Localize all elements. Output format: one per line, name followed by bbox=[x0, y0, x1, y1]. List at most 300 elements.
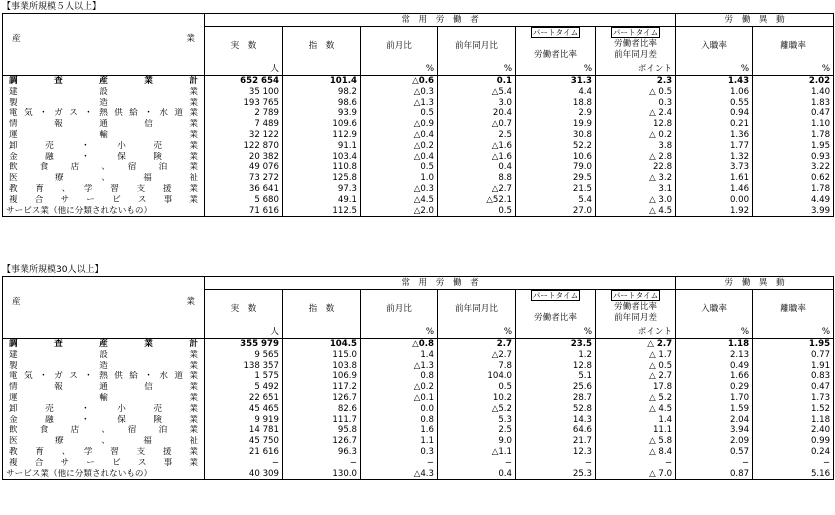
header-pt-ratio bbox=[516, 290, 596, 328]
group-header-row bbox=[3, 14, 834, 27]
header-pt-diff-top: パートタイム bbox=[612, 291, 659, 300]
cell-separation-rate: 1.91 bbox=[753, 361, 834, 372]
cell-separation-rate: 1.95 bbox=[753, 339, 834, 350]
cell-yoy: 10.2 bbox=[438, 393, 516, 404]
cell-hire-rate: 0.49 bbox=[676, 361, 753, 372]
cell-yoy: 2.5 bbox=[438, 130, 516, 141]
cell-mom: 1.4 bbox=[361, 350, 438, 361]
cell-separation-rate: 0.24 bbox=[753, 447, 834, 458]
cell-hire-rate: 1.46 bbox=[676, 184, 753, 195]
row-industry-name: 電気・ガス・熱供給・水道業 bbox=[3, 371, 205, 382]
units-blank bbox=[3, 327, 205, 339]
cell-pt-ratio: 14.3 bbox=[516, 415, 596, 426]
cell-hire-rate: 1.06 bbox=[676, 87, 753, 98]
cell-index: 93.9 bbox=[283, 108, 361, 119]
cell-pt-diff: 11.1 bbox=[596, 425, 676, 436]
cell-pt-diff: △ 0.5 bbox=[596, 87, 676, 98]
cell-mom: △0.8 bbox=[361, 339, 438, 350]
cell-pt-ratio: 12.3 bbox=[516, 447, 596, 458]
unit-yoy: % bbox=[438, 327, 516, 339]
unit-pt-ratio: % bbox=[516, 64, 596, 76]
cell-pt-ratio: 79.0 bbox=[516, 162, 596, 173]
header-pt-diff-top: パートタイム bbox=[612, 28, 659, 37]
cell-count: 5 492 bbox=[205, 382, 283, 393]
cell-pt-diff: △ 3.0 bbox=[596, 195, 676, 206]
cell-separation-rate: 5.16 bbox=[753, 469, 834, 480]
cell-count: 9 565 bbox=[205, 350, 283, 361]
cell-count: 7 489 bbox=[205, 119, 283, 130]
row-industry-name: 医 療 、 福 祉 bbox=[3, 173, 205, 184]
cell-index: 110.8 bbox=[283, 162, 361, 173]
unit-mom: % bbox=[361, 64, 438, 76]
header-labor-turnover: 労 働 異 動 bbox=[676, 277, 834, 290]
header-regular-workers: 常 用 労 働 者 bbox=[205, 14, 676, 27]
cell-index: 98.2 bbox=[283, 87, 361, 98]
cell-hire-rate: 1.66 bbox=[676, 371, 753, 382]
table-row bbox=[3, 469, 834, 480]
cell-hire-rate: 2.04 bbox=[676, 415, 753, 426]
header-separation-rate: 離職率 bbox=[753, 27, 834, 65]
cell-mom: △0.9 bbox=[361, 119, 438, 130]
cell-yoy: 104.0 bbox=[438, 371, 516, 382]
statistics-table bbox=[2, 13, 834, 217]
cell-mom: − bbox=[361, 458, 438, 469]
cell-pt-diff: △ 0.5 bbox=[596, 361, 676, 372]
header-mom: 前月比 bbox=[361, 290, 438, 328]
header-count: 実 数 bbox=[205, 290, 283, 328]
cell-hire-rate: 1.32 bbox=[676, 152, 753, 163]
units-row bbox=[3, 64, 834, 76]
cell-pt-ratio: 5.4 bbox=[516, 195, 596, 206]
table-row bbox=[3, 436, 834, 447]
cell-pt-diff: △ 4.5 bbox=[596, 206, 676, 217]
cell-index: 115.0 bbox=[283, 350, 361, 361]
cell-index: − bbox=[283, 458, 361, 469]
row-industry-name: 卸 売 ・ 小 売 業 bbox=[3, 404, 205, 415]
table-row bbox=[3, 108, 834, 119]
header-pt-diff-bottom: 前年同月差 bbox=[614, 50, 658, 60]
header-pt-diff bbox=[596, 290, 676, 328]
cell-separation-rate: 1.18 bbox=[753, 415, 834, 426]
header-count: 実 数 bbox=[205, 27, 283, 65]
header-yoy: 前年同月比 bbox=[438, 290, 516, 328]
row-industry-name: 卸 売 ・ 小 売 業 bbox=[3, 141, 205, 152]
cell-pt-ratio: 21.7 bbox=[516, 436, 596, 447]
cell-pt-ratio: 29.5 bbox=[516, 173, 596, 184]
cell-separation-rate: 1.95 bbox=[753, 141, 834, 152]
cell-index: 106.9 bbox=[283, 371, 361, 382]
cell-mom: △4.3 bbox=[361, 469, 438, 480]
header-pt-diff bbox=[596, 27, 676, 65]
table-row bbox=[3, 195, 834, 206]
unit-count: 人 bbox=[205, 327, 283, 339]
table-row bbox=[3, 339, 834, 350]
row-industry-name: 金 融 ・ 保 険 業 bbox=[3, 415, 205, 426]
cell-mom: 0.8 bbox=[361, 415, 438, 426]
unit-hire: % bbox=[676, 64, 753, 76]
table-row bbox=[3, 206, 834, 217]
cell-count: 1 575 bbox=[205, 371, 283, 382]
row-industry-name: 教 育 、 学 習 支 援 業 bbox=[3, 447, 205, 458]
table-row bbox=[3, 447, 834, 458]
row-industry-name: サービス業（他に分類されないもの） bbox=[3, 469, 205, 480]
table-row bbox=[3, 152, 834, 163]
cell-mom: 0.5 bbox=[361, 162, 438, 173]
row-industry-name: 教 育 、 学 習 支 援 業 bbox=[3, 184, 205, 195]
cell-count: 5 680 bbox=[205, 195, 283, 206]
cell-count: 9 919 bbox=[205, 415, 283, 426]
cell-hire-rate: − bbox=[676, 458, 753, 469]
cell-pt-diff: 3.1 bbox=[596, 184, 676, 195]
table-row bbox=[3, 361, 834, 372]
cell-index: 109.6 bbox=[283, 119, 361, 130]
cell-separation-rate: 0.47 bbox=[753, 108, 834, 119]
cell-hire-rate: 1.70 bbox=[676, 393, 753, 404]
cell-pt-ratio: 28.7 bbox=[516, 393, 596, 404]
cell-yoy: △1.6 bbox=[438, 141, 516, 152]
cell-index: 103.4 bbox=[283, 152, 361, 163]
header-pt-ratio-bottom: 労働者比率 bbox=[534, 313, 577, 323]
section-title: 【事業所規模５人以上】 bbox=[2, 2, 102, 12]
cell-index: 126.7 bbox=[283, 436, 361, 447]
cell-count: 20 382 bbox=[205, 152, 283, 163]
cell-index: 125.8 bbox=[283, 173, 361, 184]
cell-index: 111.7 bbox=[283, 415, 361, 426]
cell-count: 2 789 bbox=[205, 108, 283, 119]
header-mom: 前月比 bbox=[361, 27, 438, 65]
header-pt-diff-bottom: 前年同月差 bbox=[614, 313, 658, 323]
cell-pt-ratio: 30.8 bbox=[516, 130, 596, 141]
cell-pt-diff: △ 2.7 bbox=[596, 339, 676, 350]
table-row bbox=[3, 393, 834, 404]
cell-pt-diff: △ 2.4 bbox=[596, 108, 676, 119]
cell-pt-ratio: 27.0 bbox=[516, 206, 596, 217]
cell-pt-ratio: 10.6 bbox=[516, 152, 596, 163]
header-industry bbox=[3, 14, 205, 65]
unit-pt-ratio: % bbox=[516, 327, 596, 339]
cell-yoy: − bbox=[438, 458, 516, 469]
cell-pt-ratio: 64.6 bbox=[516, 425, 596, 436]
cell-count: 14 781 bbox=[205, 425, 283, 436]
cell-pt-diff: 0.3 bbox=[596, 98, 676, 109]
cell-hire-rate: 0.29 bbox=[676, 382, 753, 393]
table-row bbox=[3, 98, 834, 109]
cell-hire-rate: 3.94 bbox=[676, 425, 753, 436]
row-industry-name: 運 輸 業 bbox=[3, 393, 205, 404]
table-row bbox=[3, 404, 834, 415]
cell-mom: △0.3 bbox=[361, 87, 438, 98]
cell-mom: 0.8 bbox=[361, 371, 438, 382]
cell-separation-rate: 4.49 bbox=[753, 195, 834, 206]
cell-pt-diff: 3.8 bbox=[596, 141, 676, 152]
unit-pt-diff: ポイント bbox=[596, 64, 676, 76]
cell-count: 21 616 bbox=[205, 447, 283, 458]
cell-count: 45 465 bbox=[205, 404, 283, 415]
row-industry-name: 情 報 通 信 業 bbox=[3, 119, 205, 130]
unit-sep: % bbox=[753, 327, 834, 339]
table-row bbox=[3, 130, 834, 141]
cell-hire-rate: 1.36 bbox=[676, 130, 753, 141]
cell-index: 82.6 bbox=[283, 404, 361, 415]
row-industry-name: サービス業（他に分類されないもの） bbox=[3, 206, 205, 217]
cell-separation-rate: 2.02 bbox=[753, 76, 834, 87]
header-index: 指 数 bbox=[283, 27, 361, 65]
unit-pt-diff: ポイント bbox=[596, 327, 676, 339]
cell-pt-ratio: 31.3 bbox=[516, 76, 596, 87]
header-labor-turnover: 労 働 異 動 bbox=[676, 14, 834, 27]
cell-pt-diff: △ 3.2 bbox=[596, 173, 676, 184]
cell-separation-rate: 0.93 bbox=[753, 152, 834, 163]
cell-mom: 1.1 bbox=[361, 436, 438, 447]
table-row bbox=[3, 173, 834, 184]
cell-separation-rate: 1.40 bbox=[753, 87, 834, 98]
cell-separation-rate: 2.40 bbox=[753, 425, 834, 436]
header-pt-diff-mid: 労働者比率 bbox=[614, 302, 658, 312]
cell-pt-ratio: 52.8 bbox=[516, 404, 596, 415]
cell-pt-ratio: 52.2 bbox=[516, 141, 596, 152]
cell-index: 98.6 bbox=[283, 98, 361, 109]
cell-hire-rate: 1.18 bbox=[676, 339, 753, 350]
cell-count: 32 122 bbox=[205, 130, 283, 141]
cell-count: 45 750 bbox=[205, 436, 283, 447]
cell-separation-rate: 0.47 bbox=[753, 382, 834, 393]
section-title: 【事業所規模30人以上】 bbox=[2, 265, 104, 275]
cell-index: 112.5 bbox=[283, 206, 361, 217]
cell-hire-rate: 0.21 bbox=[676, 119, 753, 130]
cell-yoy: 3.0 bbox=[438, 98, 516, 109]
unit-index-blank bbox=[283, 64, 361, 76]
cell-count: 40 309 bbox=[205, 469, 283, 480]
cell-pt-diff: △ 8.4 bbox=[596, 447, 676, 458]
cell-pt-diff: △ 0.2 bbox=[596, 130, 676, 141]
table-row bbox=[3, 382, 834, 393]
table-row bbox=[3, 350, 834, 361]
table-row bbox=[3, 415, 834, 426]
row-industry-name: 製 造 業 bbox=[3, 98, 205, 109]
header-industry-label: 産 業 bbox=[12, 297, 195, 307]
cell-index: 117.2 bbox=[283, 382, 361, 393]
cell-pt-diff: △ 5.8 bbox=[596, 436, 676, 447]
cell-yoy: △5.2 bbox=[438, 404, 516, 415]
table-row bbox=[3, 76, 834, 87]
cell-yoy: 0.1 bbox=[438, 76, 516, 87]
cell-count: 138 357 bbox=[205, 361, 283, 372]
header-hire-rate: 入職率 bbox=[676, 27, 753, 65]
units-blank bbox=[3, 64, 205, 76]
cell-pt-diff: △ 2.8 bbox=[596, 152, 676, 163]
cell-hire-rate: 0.94 bbox=[676, 108, 753, 119]
cell-yoy: 20.4 bbox=[438, 108, 516, 119]
cell-index: 91.1 bbox=[283, 141, 361, 152]
cell-yoy: 2.7 bbox=[438, 339, 516, 350]
row-industry-name: 電気・ガス・熱供給・水道業 bbox=[3, 108, 205, 119]
row-industry-name: 建 設 業 bbox=[3, 87, 205, 98]
cell-separation-rate: 1.10 bbox=[753, 119, 834, 130]
cell-hire-rate: 1.92 bbox=[676, 206, 753, 217]
cell-separation-rate: 1.73 bbox=[753, 393, 834, 404]
cell-pt-ratio: 25.6 bbox=[516, 382, 596, 393]
cell-yoy: 9.0 bbox=[438, 436, 516, 447]
cell-pt-ratio: 18.8 bbox=[516, 98, 596, 109]
cell-count: 49 076 bbox=[205, 162, 283, 173]
group-header-row bbox=[3, 277, 834, 290]
cell-index: 49.1 bbox=[283, 195, 361, 206]
cell-pt-ratio: 12.8 bbox=[516, 361, 596, 372]
cell-yoy: △0.7 bbox=[438, 119, 516, 130]
cell-yoy: 5.3 bbox=[438, 415, 516, 426]
cell-yoy: △2.7 bbox=[438, 184, 516, 195]
row-industry-name: 情 報 通 信 業 bbox=[3, 382, 205, 393]
table-row bbox=[3, 425, 834, 436]
cell-pt-diff: △ 7.0 bbox=[596, 469, 676, 480]
row-industry-name: 金 融 ・ 保 険 業 bbox=[3, 152, 205, 163]
cell-pt-diff: 2.3 bbox=[596, 76, 676, 87]
cell-yoy: 7.8 bbox=[438, 361, 516, 372]
cell-mom: △2.0 bbox=[361, 206, 438, 217]
header-regular-workers: 常 用 労 働 者 bbox=[205, 277, 676, 290]
cell-yoy: 0.4 bbox=[438, 162, 516, 173]
header-industry bbox=[3, 277, 205, 328]
cell-hire-rate: 0.55 bbox=[676, 98, 753, 109]
row-industry-name: 建 設 業 bbox=[3, 350, 205, 361]
table-row bbox=[3, 119, 834, 130]
cell-mom: 1.0 bbox=[361, 173, 438, 184]
cell-index: 130.0 bbox=[283, 469, 361, 480]
cell-yoy: 2.5 bbox=[438, 425, 516, 436]
cell-pt-ratio: 19.9 bbox=[516, 119, 596, 130]
row-industry-name: 医 療 、 福 祉 bbox=[3, 436, 205, 447]
cell-yoy: △52.1 bbox=[438, 195, 516, 206]
cell-mom: △0.6 bbox=[361, 76, 438, 87]
cell-pt-diff: − bbox=[596, 458, 676, 469]
header-pt-ratio-top: パートタイム bbox=[532, 28, 579, 37]
cell-count: − bbox=[205, 458, 283, 469]
cell-pt-ratio: 23.5 bbox=[516, 339, 596, 350]
cell-mom: 0.5 bbox=[361, 108, 438, 119]
cell-yoy: △5.4 bbox=[438, 87, 516, 98]
statistics-table bbox=[2, 276, 834, 480]
cell-hire-rate: 1.43 bbox=[676, 76, 753, 87]
cell-index: 96.3 bbox=[283, 447, 361, 458]
cell-count: 22 651 bbox=[205, 393, 283, 404]
cell-count: 35 100 bbox=[205, 87, 283, 98]
row-industry-name: 調 査 産 業 計 bbox=[3, 339, 205, 350]
header-pt-ratio-top: パートタイム bbox=[532, 291, 579, 300]
cell-mom: △0.2 bbox=[361, 382, 438, 393]
cell-hire-rate: 0.87 bbox=[676, 469, 753, 480]
header-pt-diff-mid: 労働者比率 bbox=[614, 39, 658, 49]
cell-count: 193 765 bbox=[205, 98, 283, 109]
cell-count: 652 654 bbox=[205, 76, 283, 87]
cell-mom: △0.4 bbox=[361, 152, 438, 163]
cell-pt-diff: △ 4.5 bbox=[596, 404, 676, 415]
cell-pt-diff: 1.4 bbox=[596, 415, 676, 426]
cell-separation-rate: 1.78 bbox=[753, 130, 834, 141]
cell-separation-rate: 0.83 bbox=[753, 371, 834, 382]
header-industry-label: 産 業 bbox=[12, 34, 195, 44]
cell-mom: 0.3 bbox=[361, 447, 438, 458]
row-industry-name: 運 輸 業 bbox=[3, 130, 205, 141]
cell-mom: △0.4 bbox=[361, 130, 438, 141]
cell-yoy: 0.4 bbox=[438, 469, 516, 480]
cell-separation-rate: 1.83 bbox=[753, 98, 834, 109]
cell-pt-ratio: 1.2 bbox=[516, 350, 596, 361]
cell-count: 73 272 bbox=[205, 173, 283, 184]
cell-index: 101.4 bbox=[283, 76, 361, 87]
unit-index-blank bbox=[283, 327, 361, 339]
cell-index: 95.8 bbox=[283, 425, 361, 436]
cell-index: 112.9 bbox=[283, 130, 361, 141]
cell-pt-diff: 22.8 bbox=[596, 162, 676, 173]
cell-index: 126.7 bbox=[283, 393, 361, 404]
table-row bbox=[3, 458, 834, 469]
cell-mom: △0.1 bbox=[361, 393, 438, 404]
cell-separation-rate: 0.77 bbox=[753, 350, 834, 361]
header-yoy: 前年同月比 bbox=[438, 27, 516, 65]
table-row bbox=[3, 371, 834, 382]
header-hire-rate: 入職率 bbox=[676, 290, 753, 328]
cell-yoy: △2.7 bbox=[438, 350, 516, 361]
cell-yoy: △1.6 bbox=[438, 152, 516, 163]
unit-count: 人 bbox=[205, 64, 283, 76]
cell-hire-rate: 0.57 bbox=[676, 447, 753, 458]
header-pt-ratio bbox=[516, 27, 596, 65]
header-separation-rate: 離職率 bbox=[753, 290, 834, 328]
cell-pt-ratio: 21.5 bbox=[516, 184, 596, 195]
row-industry-name: 飲 食 店 、 宿 泊 業 bbox=[3, 162, 205, 173]
cell-mom: △0.2 bbox=[361, 141, 438, 152]
cell-mom: △1.3 bbox=[361, 361, 438, 372]
cell-pt-ratio: 4.4 bbox=[516, 87, 596, 98]
row-industry-name: 複 合 サ ー ビ ス 事 業 bbox=[3, 195, 205, 206]
table-row bbox=[3, 184, 834, 195]
cell-mom: △0.3 bbox=[361, 184, 438, 195]
cell-pt-diff: 12.8 bbox=[596, 119, 676, 130]
cell-yoy: △1.1 bbox=[438, 447, 516, 458]
cell-count: 36 641 bbox=[205, 184, 283, 195]
unit-hire: % bbox=[676, 327, 753, 339]
cell-separation-rate: 0.99 bbox=[753, 436, 834, 447]
cell-count: 355 979 bbox=[205, 339, 283, 350]
cell-index: 104.5 bbox=[283, 339, 361, 350]
table-row bbox=[3, 141, 834, 152]
cell-separation-rate: 3.22 bbox=[753, 162, 834, 173]
cell-pt-diff: △ 5.2 bbox=[596, 393, 676, 404]
cell-index: 97.3 bbox=[283, 184, 361, 195]
cell-yoy: 0.5 bbox=[438, 206, 516, 217]
cell-index: 103.8 bbox=[283, 361, 361, 372]
cell-mom: 1.6 bbox=[361, 425, 438, 436]
table-row bbox=[3, 162, 834, 173]
units-row bbox=[3, 327, 834, 339]
cell-count: 122 870 bbox=[205, 141, 283, 152]
header-index: 指 数 bbox=[283, 290, 361, 328]
cell-pt-ratio: 5.1 bbox=[516, 371, 596, 382]
row-industry-name: 製 造 業 bbox=[3, 361, 205, 372]
cell-yoy: 0.5 bbox=[438, 382, 516, 393]
cell-hire-rate: 1.61 bbox=[676, 173, 753, 184]
cell-hire-rate: 0.00 bbox=[676, 195, 753, 206]
cell-mom: 0.0 bbox=[361, 404, 438, 415]
cell-pt-diff: △ 2.7 bbox=[596, 371, 676, 382]
cell-separation-rate: 1.52 bbox=[753, 404, 834, 415]
cell-hire-rate: 3.73 bbox=[676, 162, 753, 173]
cell-separation-rate: 3.99 bbox=[753, 206, 834, 217]
row-industry-name: 調 査 産 業 計 bbox=[3, 76, 205, 87]
unit-yoy: % bbox=[438, 64, 516, 76]
cell-hire-rate: 2.13 bbox=[676, 350, 753, 361]
cell-pt-ratio: 2.9 bbox=[516, 108, 596, 119]
